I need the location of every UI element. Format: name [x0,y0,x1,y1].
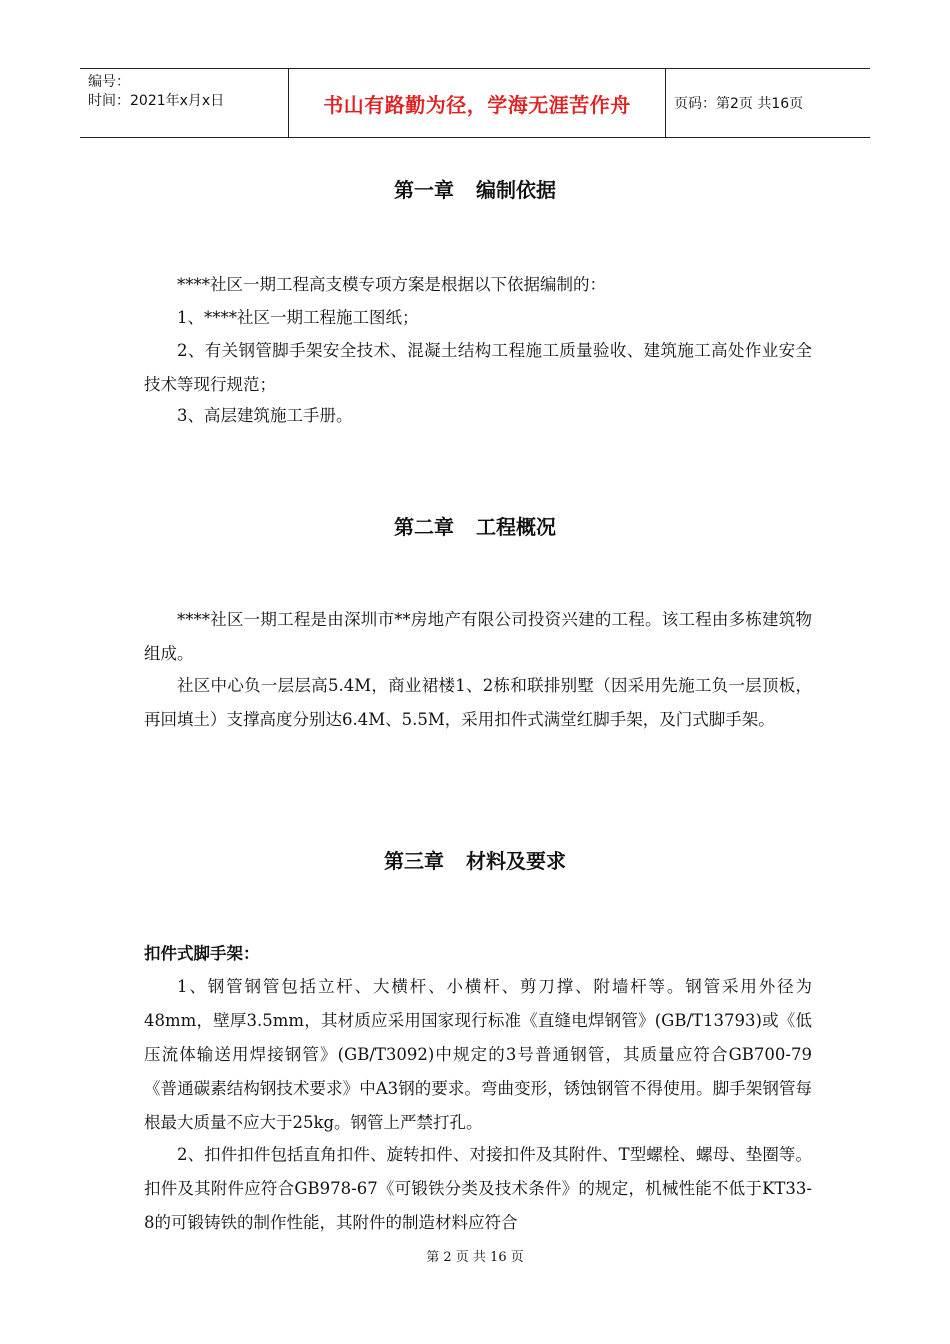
header-motto [289,69,666,137]
page-header [80,68,870,138]
chapter-1-paragraph: 1、****社区一期工程施工图纸； [177,308,419,327]
chapter-1-paragraph: 2、有关钢管脚手架安全技术、混凝土结构工程施工质量验收、建筑施工高处作业安全技术等现行规范； [144,341,812,394]
header-meta [80,69,289,137]
page-footer: 第 2 页 共 16 页 [426,1250,524,1265]
chapter-1-paragraph: ****社区一期工程高支模专项方案是根据以下依据编制的： [177,275,606,294]
document-date-label: 时间：2021年x月x日 [88,93,225,109]
section-subheading: 扣件式脚手架： [144,944,260,963]
chapter-2-name: 工程概况 [476,515,556,539]
chapter-1-number: 第一章 [394,178,454,202]
chapter-3-name: 材料及要求 [466,849,566,873]
chapter-3-paragraph: 2、扣件扣件包括直角扣件、旋转扣件、对接扣件及其附件、T型螺栓、螺母、垫圈等。扣件及其附件应符合GB978-67《可锻铁分类及技术条件》的规定，机械性能不低于KT33-8的可锻铸铁的制作性能，其附件的制造材料应符合 [144,1145,812,1232]
chapter-1-name: 编制依据 [476,178,556,202]
page-info-text: 页码：第2页 共16页 [674,96,804,112]
chapter-1-title [0,174,950,203]
chapter-2-paragraph: ****社区一期工程是由深圳市**房地产有限公司投资兴建的工程。该工程由多栋建筑物组成。 [144,610,812,663]
chapter-2-number: 第二章 [394,515,454,539]
motto-text: 书山有路勤为径，学海无涯苦作舟 [323,92,631,117]
chapter-1-paragraph: 3、高层建筑施工手册。 [177,406,353,425]
document-number-label: 编号： [88,74,130,90]
chapter-3-paragraph: 1、钢管钢管包括立杆、大横杆、小横杆、剪刀撑、附墙杆等。钢管采用外径为48mm，壁厚3.5mm，其材质应采用国家现行标准《直缝电焊钢管》(GB/T13793)或《低压流体输送用焊接钢管》(GB/T3092)中规定的3号普通钢管，其质量应符合GB700-79《普通碳素结构钢技术要求》中A3钢的要求。弯曲变形，锈蚀钢管不得使用。脚手架钢管每根最大质量不应大于25kg。钢管上严禁打孔。 [144,977,812,1132]
chapter-2-title [0,511,950,540]
chapter-2-paragraph: 社区中心负一层层高5.4M，商业裙楼1、2栋和联排别墅（因采用先施工负一层顶板，再回填土）支撑高度分别达6.4M、5.5M，采用扣件式满堂红脚手架，及门式脚手架。 [144,676,812,729]
header-page-info [666,69,870,137]
chapter-3-title [0,845,950,874]
chapter-3-number: 第三章 [384,849,444,873]
